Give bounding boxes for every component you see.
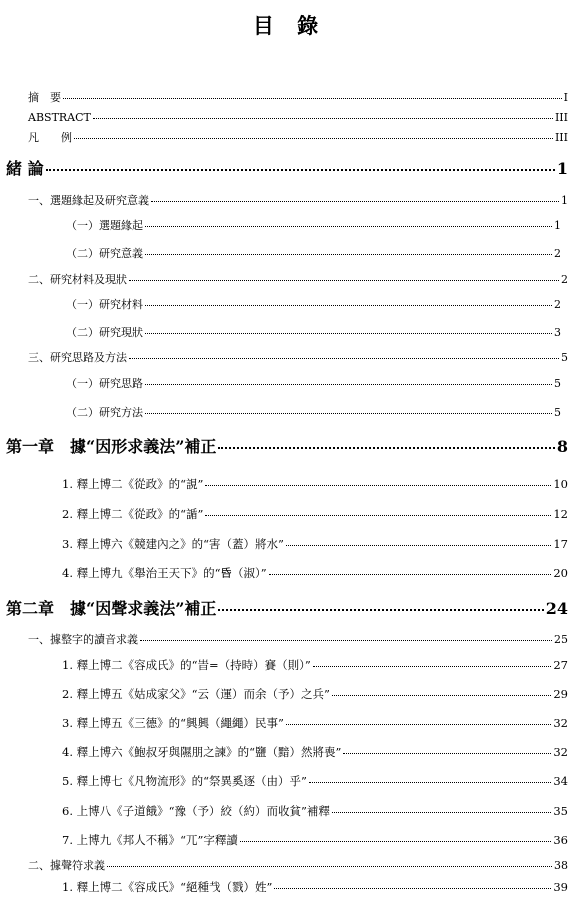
leader-dots xyxy=(93,107,553,119)
toc-entry-summary[interactable] xyxy=(0,89,579,105)
toc-entry-page: 2 xyxy=(554,298,561,311)
leader-dots xyxy=(205,503,551,516)
toc-entry-page: 8 xyxy=(556,437,568,456)
leader-dots xyxy=(145,294,552,306)
leader-dots xyxy=(140,629,552,641)
leader-dots xyxy=(46,153,555,171)
toc-item[interactable] xyxy=(0,505,579,522)
toc-entry-page: 1 xyxy=(554,219,561,232)
leader-dots xyxy=(332,683,551,696)
toc-entry-page: 29 xyxy=(553,686,568,701)
toc-section[interactable] xyxy=(0,631,579,647)
toc-item[interactable] xyxy=(0,535,579,552)
toc-item[interactable] xyxy=(0,802,579,819)
leader-dots xyxy=(240,829,551,842)
toc-section[interactable] xyxy=(0,857,579,873)
toc-section[interactable] xyxy=(0,192,579,208)
toc-entry-page: 17 xyxy=(553,536,568,551)
toc-entry-page: 3 xyxy=(554,326,561,339)
toc-entry-page: 2 xyxy=(561,273,568,286)
toc-subsection[interactable] xyxy=(0,296,579,312)
toc-item[interactable] xyxy=(0,564,579,581)
toc-entry-label: 2. 釋上博五《姑成家父》“云（運）而余（予）之兵” xyxy=(62,686,330,701)
leader-dots xyxy=(218,431,554,449)
toc-entry-label: 二、研究材料及現狀 xyxy=(28,273,127,286)
toc-entry-label: 三、研究思路及方法 xyxy=(28,351,127,364)
toc-entry-conventions[interactable] xyxy=(0,129,579,145)
toc-entry-page: 36 xyxy=(553,832,568,847)
leader-dots xyxy=(74,127,553,139)
toc-entry-page: 32 xyxy=(553,744,568,759)
toc-entry-label: 第一章 據“因形求義法”補正 xyxy=(6,437,217,456)
toc-entry-label: 3. 釋上博五《三德》的“興興（繩繩）民事” xyxy=(62,715,284,730)
toc-chapter-intro[interactable] xyxy=(0,156,579,179)
toc-entry-label: 6. 上博八《子道餓》“豫（予）絞（約）而收貧”補釋 xyxy=(62,803,330,818)
leader-dots xyxy=(332,800,551,813)
leader-dots xyxy=(129,347,559,359)
toc-entry-page: 10 xyxy=(553,476,568,491)
leader-dots xyxy=(63,87,562,99)
toc-entry-page: I xyxy=(563,91,568,104)
toc-entry-label: 4. 釋上博九《舉治王天下》的“𠯑（淑）” xyxy=(62,565,267,580)
toc-entry-label: 1. 釋上博二《從政》的“誢” xyxy=(62,476,204,491)
toc-entry-page: 12 xyxy=(553,506,568,521)
leader-dots xyxy=(286,533,551,546)
page-title: 目 錄 xyxy=(252,13,327,38)
toc-section[interactable] xyxy=(0,349,579,365)
toc-entry-label: 第二章 據“因聲求義法”補正 xyxy=(6,599,217,618)
leader-dots xyxy=(313,654,552,667)
toc-entry-abstract[interactable] xyxy=(0,109,579,124)
toc-chapter-2[interactable] xyxy=(0,596,579,619)
leader-dots xyxy=(205,473,551,486)
leader-dots xyxy=(145,243,552,255)
toc-subsection[interactable] xyxy=(0,404,579,420)
toc-entry-label: 一、據整字的讀音求義 xyxy=(28,633,138,646)
toc-entry-label: 3. 釋上博六《競建內之》的“害（蓋）將水” xyxy=(62,536,284,551)
leader-dots xyxy=(343,741,551,754)
leader-dots xyxy=(218,593,543,611)
leader-dots xyxy=(107,855,552,867)
toc-entry-label: （一）研究材料 xyxy=(66,298,143,311)
toc-section[interactable] xyxy=(0,271,579,287)
toc-entry-label: 凡 例 xyxy=(28,131,72,144)
toc-item[interactable] xyxy=(0,743,579,760)
leader-dots xyxy=(309,770,551,783)
toc-entry-label: 5. 釋上博七《凡物流形》的“祭異奚逐（由）乎” xyxy=(62,773,307,788)
toc-subsection[interactable] xyxy=(0,324,579,340)
toc-item[interactable] xyxy=(0,772,579,789)
toc-item[interactable] xyxy=(0,475,579,492)
toc-entry-label: （一）選題緣起 xyxy=(66,219,143,232)
toc-entry-label: 二、據聲符求義 xyxy=(28,859,105,872)
toc-subsection[interactable] xyxy=(0,245,579,261)
toc-entry-page: III xyxy=(554,111,568,124)
toc-entry-page: 5 xyxy=(554,406,561,419)
toc-entry-label: （二）研究方法 xyxy=(66,406,143,419)
toc-entry-page: 25 xyxy=(554,633,568,646)
toc-entry-label: 7. 上博九《邦人不稱》“兀”字釋讀 xyxy=(62,832,238,847)
leader-dots xyxy=(286,712,551,725)
leader-dots xyxy=(145,322,552,334)
leader-dots xyxy=(151,190,559,202)
toc-entry-label: （二）研究現狀 xyxy=(66,326,143,339)
toc-entry-page: 5 xyxy=(554,377,561,390)
toc-entry-page: III xyxy=(554,131,568,144)
toc-entry-label: 4. 釋上博六《鮑叔牙與隰朋之諫》的“鹽（黯）然將喪” xyxy=(62,744,342,759)
toc-entry-page: 1 xyxy=(561,194,568,207)
toc-item[interactable] xyxy=(0,831,579,848)
toc-entry-page: 24 xyxy=(545,599,568,618)
toc-entry-page: 32 xyxy=(553,715,568,730)
toc-item[interactable] xyxy=(0,685,579,702)
toc-entry-label: （一）研究思路 xyxy=(66,377,143,390)
toc-chapter-1[interactable] xyxy=(0,434,579,457)
toc-entry-page: 1 xyxy=(556,159,568,178)
toc-entry-page: 2 xyxy=(554,247,561,260)
toc-entry-page: 5 xyxy=(561,351,568,364)
toc-item[interactable] xyxy=(0,878,579,895)
toc-item[interactable] xyxy=(0,714,579,731)
toc-entry-page: 34 xyxy=(553,773,568,788)
toc-entry-label: ABSTRACT xyxy=(28,111,91,124)
leader-dots xyxy=(269,562,552,575)
toc-entry-label: 摘 要 xyxy=(28,91,61,104)
toc-subsection[interactable] xyxy=(0,375,579,391)
toc-entry-label: 緒 論 xyxy=(6,159,44,178)
leader-dots xyxy=(274,876,551,889)
toc-entry-label: 1. 釋上博二《容成氏》的“旹=（持時）賽（則）” xyxy=(62,657,311,672)
toc-entry-label: 1. 釋上博二《容成氏》“絕種𢦏（戮）姓” xyxy=(62,879,273,894)
toc-entry-page: 20 xyxy=(553,565,568,580)
toc-entry-label: （二）研究意義 xyxy=(66,247,143,260)
toc-entry-label: 一、選題緣起及研究意義 xyxy=(28,194,149,207)
leader-dots xyxy=(129,269,559,281)
toc-entry-label: 2. 釋上博二《從政》的“䛻” xyxy=(62,506,204,521)
leader-dots xyxy=(145,215,552,227)
toc-subsection[interactable] xyxy=(0,217,579,233)
leader-dots xyxy=(145,373,552,385)
toc-entry-page: 39 xyxy=(553,879,568,894)
toc-entry-page: 38 xyxy=(554,859,568,872)
toc-item[interactable] xyxy=(0,656,579,673)
toc-entry-page: 27 xyxy=(553,657,568,672)
leader-dots xyxy=(145,402,552,414)
toc-entry-page: 35 xyxy=(553,803,568,818)
